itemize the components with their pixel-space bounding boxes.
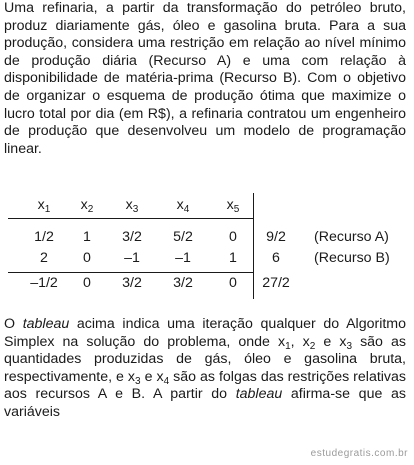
tableau-cell: 0 xyxy=(83,275,91,291)
tableau-cell: 1/2 xyxy=(34,229,54,245)
tableau-cell: 3/2 xyxy=(122,275,142,291)
tableau-header-x1: $x_1$ xyxy=(37,197,51,215)
tableau-cell: –1 xyxy=(124,250,140,266)
tableau-resource-label: (Recurso A) xyxy=(314,229,389,245)
simplex-tableau xyxy=(0,193,414,299)
tableau-cell: 3/2 xyxy=(122,229,142,245)
tableau-header-x2: $x_2$ xyxy=(80,197,94,215)
tableau-cell: 1 xyxy=(83,229,91,245)
tableau-cell: –1/2 xyxy=(30,275,58,291)
tableau-cell: 0 xyxy=(229,275,237,291)
tableau-rhs-divider xyxy=(253,193,254,299)
tableau-rhs: 9/2 xyxy=(266,229,286,245)
tableau-cell: 0 xyxy=(83,250,91,266)
tableau-header-x5: $x_5$ xyxy=(226,197,240,215)
watermark: estudegratis.com.br xyxy=(310,448,408,460)
tableau-cell: 2 xyxy=(40,250,48,266)
tableau-cell: 1 xyxy=(229,250,237,266)
tableau-cell: 5/2 xyxy=(173,229,193,245)
problem-statement: Uma refinaria, a partir da transformação do petróleo bruto, produz diariamente gás, óleo e gasolina bruta. Para a sua produção, considera uma restrição em relação ao nível mínimo de produção diária (Recurso A) e uma com relação à disponibilidade de matéria-prima (Recurso B). Com o objetivo de organizar o esquema de produção ótima que maximize o lucro total por dia (em R$), a refinaria contratou um engenheiro de produção que desenvolveu um modelo de programação linear. xyxy=(4,0,406,157)
tableau-objective-rule xyxy=(8,272,254,273)
tableau-cell: 0 xyxy=(229,229,237,245)
tableau-header-rule xyxy=(8,218,254,219)
tableau-header-x4: $x_4$ xyxy=(176,197,190,215)
tableau-cell: –1 xyxy=(175,250,191,266)
tableau-rhs: 6 xyxy=(272,250,280,266)
question-text: O tableau acima indica uma iteração qualquer do Algoritmo Simplex na solução do problema, onde $x_1$, $x_2$ e $x_3$ são as quantidades produzidas de gás, óleo e gasolina bruta, respectivamente, e $x_3$ e $x_4$ são as folgas das restrições relativas aos recursos A e B. A partir do tableau afirma-se que as variáveis xyxy=(4,316,407,420)
tableau-rhs: 27/2 xyxy=(262,275,290,291)
tableau-cell: 3/2 xyxy=(173,275,193,291)
tableau-resource-label: (Recurso B) xyxy=(314,250,390,266)
tableau-header-x3: $x_3$ xyxy=(125,197,139,215)
